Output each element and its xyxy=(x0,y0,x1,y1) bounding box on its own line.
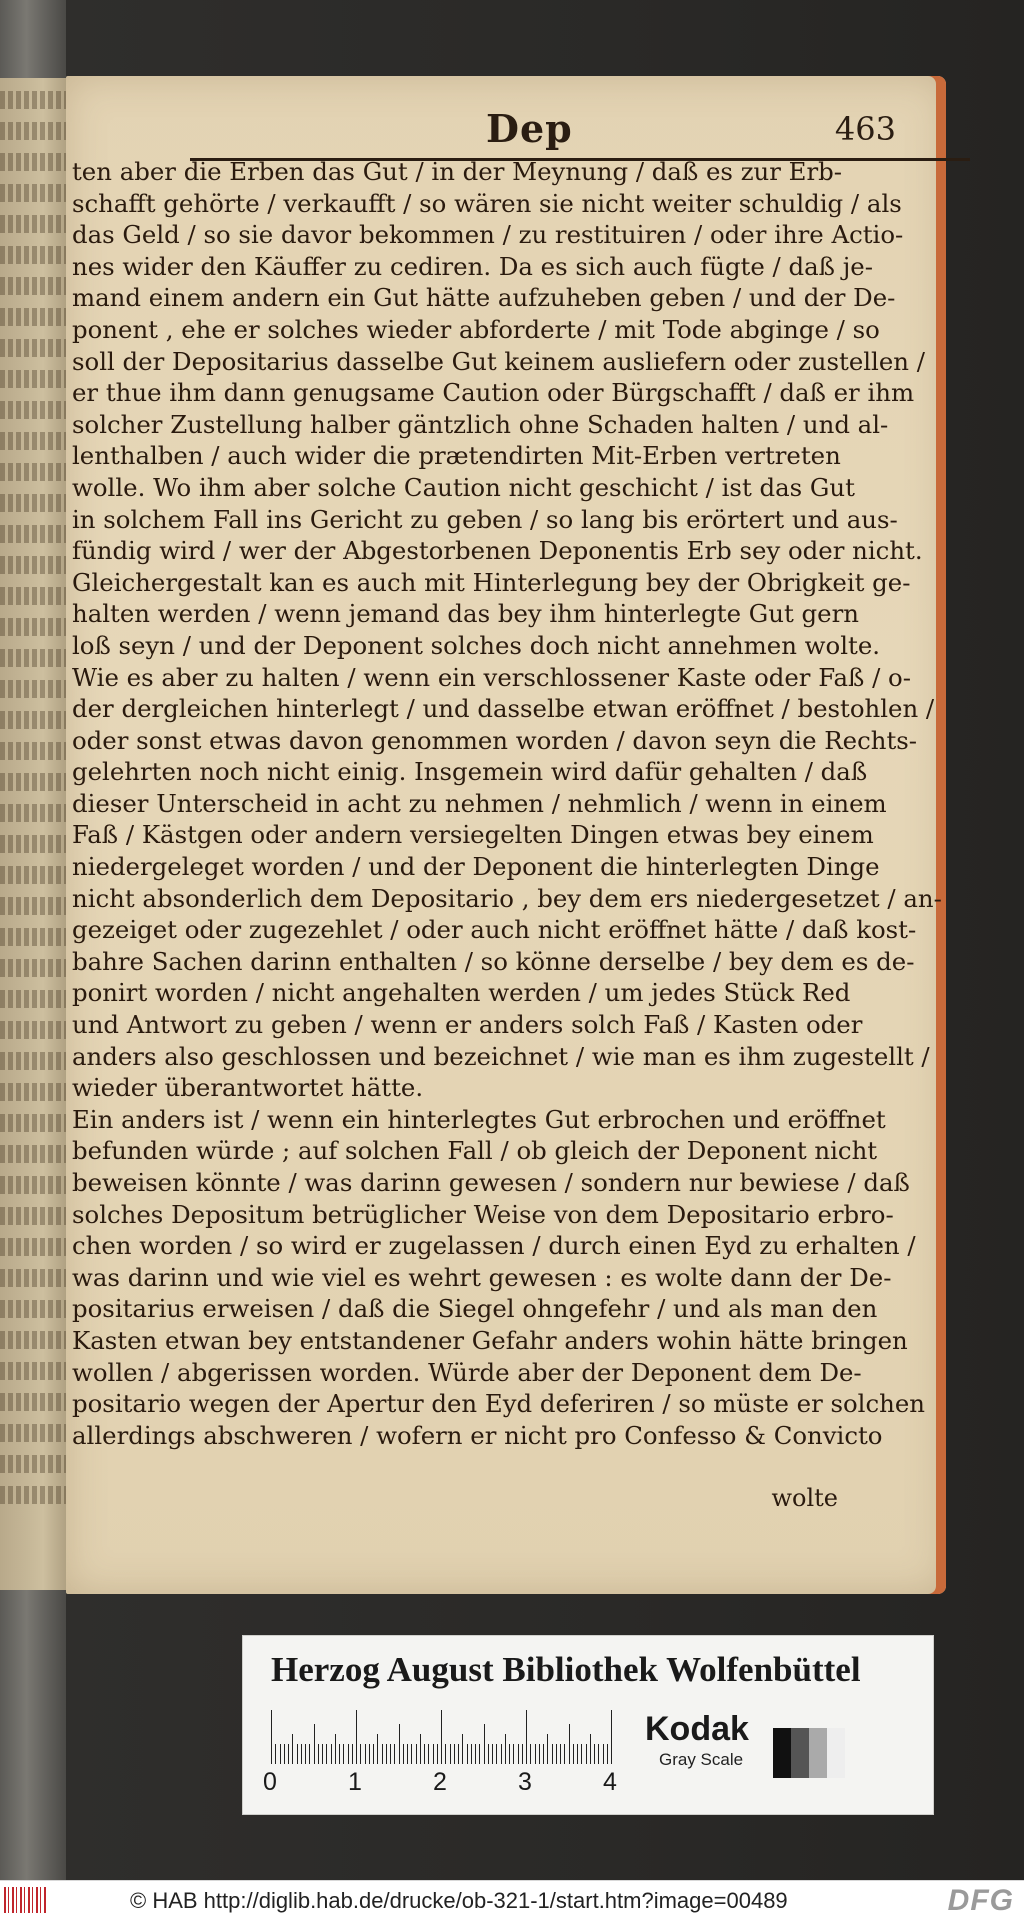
previous-page-line xyxy=(0,525,66,543)
text-line: befunden würde ; auf solchen Fall / ob gleich der Deponent nicht xyxy=(72,1136,878,1166)
ruler-tick xyxy=(335,1734,336,1764)
previous-page-line xyxy=(0,680,66,698)
ruler-tick xyxy=(403,1744,404,1764)
previous-page-line xyxy=(0,804,66,822)
previous-page-line xyxy=(0,711,66,729)
previous-page-line xyxy=(0,246,66,264)
ruler-tick xyxy=(348,1744,349,1764)
ruler-tick xyxy=(309,1744,310,1764)
previous-page-line xyxy=(0,866,66,884)
ruler-tick xyxy=(484,1724,485,1764)
ruler-tick xyxy=(496,1744,497,1764)
text-line: mand einem andern ein Gut hätte aufzuheben geben / und der De- xyxy=(72,283,896,313)
text-line: in solchem Fall ins Gericht zu geben / so lang bis erörtert und aus- xyxy=(72,504,898,534)
ruler-tick xyxy=(390,1744,391,1764)
ruler-number: 0 xyxy=(263,1768,277,1796)
previous-page-line xyxy=(0,1424,66,1442)
previous-page-line xyxy=(0,91,66,109)
ruler-tick xyxy=(492,1744,493,1764)
previous-page-line xyxy=(0,556,66,574)
previous-page-line xyxy=(0,1114,66,1132)
ruler-tick xyxy=(394,1744,395,1764)
ruler-tick xyxy=(479,1744,480,1764)
previous-page-line xyxy=(0,1145,66,1163)
ruler-tick xyxy=(322,1744,323,1764)
previous-page-line xyxy=(0,1052,66,1070)
text-line: nicht absonderlich dem Depositario , bey dem ers niedergesetzet / an- xyxy=(72,883,942,913)
ruler-tick xyxy=(594,1744,595,1764)
copyright-link[interactable]: © HAB http://diglib.hab.de/drucke/ob-321-1/start.htm?image=00489 xyxy=(130,1888,788,1913)
text-line: wolle. Wo ihm aber solche Caution nicht geschicht / ist das Gut xyxy=(72,472,855,502)
ruler-tick xyxy=(318,1744,319,1764)
ruler-tick xyxy=(275,1744,276,1764)
ruler-tick xyxy=(377,1734,378,1764)
previous-page-line xyxy=(0,1455,66,1473)
ruler-tick xyxy=(611,1710,612,1764)
barcode-icon xyxy=(4,1887,46,1913)
ruler-tick xyxy=(513,1744,514,1764)
ruler-tick xyxy=(569,1724,570,1764)
previous-page-line xyxy=(0,1083,66,1101)
ruler-tick xyxy=(343,1744,344,1764)
ruler-number: 1 xyxy=(348,1768,362,1796)
previous-page-line xyxy=(0,1176,66,1194)
swatch-white xyxy=(827,1728,845,1778)
previous-page-line xyxy=(0,990,66,1008)
ruler-tick xyxy=(420,1734,421,1764)
ruler-tick xyxy=(292,1734,293,1764)
ruler-tick xyxy=(284,1744,285,1764)
ruler-tick xyxy=(509,1744,510,1764)
swatch-dark-gray xyxy=(791,1728,809,1778)
ruler-tick xyxy=(271,1710,272,1764)
ruler-scale xyxy=(271,1708,611,1764)
ruler-tick xyxy=(297,1744,298,1764)
ruler-tick xyxy=(382,1744,383,1764)
ruler-tick xyxy=(416,1744,417,1764)
text-line: loß seyn / und der Deponent solches doch nicht annehmen wolte. xyxy=(72,630,881,660)
ruler-tick xyxy=(560,1744,561,1764)
text-line: gezeiget oder zugezehlet / oder auch nicht eröffnet hätte / daß kost- xyxy=(72,915,917,945)
text-line: lenthalben / auch wider die prætendirten Mit-Erben vertreten xyxy=(72,441,841,471)
footer-bar xyxy=(0,1880,1024,1920)
previous-page-line xyxy=(0,1362,66,1380)
ruler-tick xyxy=(288,1744,289,1764)
ruler-tick xyxy=(603,1744,604,1764)
text-line: positarius erweisen / daß die Siegel ohngefehr / und als man den xyxy=(72,1294,878,1324)
previous-page-line xyxy=(0,308,66,326)
text-line: bahre Sachen darinn enthalten / so könne derselbe / bey dem es de- xyxy=(72,946,915,976)
text-line: soll der Depositarius dasselbe Gut keinem ausliefern oder zustellen / xyxy=(72,346,925,376)
ruler-tick xyxy=(586,1744,587,1764)
running-head xyxy=(186,106,896,162)
ruler-tick xyxy=(530,1744,531,1764)
ruler-tick xyxy=(365,1744,366,1764)
ruler-tick xyxy=(373,1744,374,1764)
previous-page-line xyxy=(0,1486,66,1504)
ruler-numbers xyxy=(263,1768,623,1798)
previous-page-line xyxy=(0,401,66,419)
ruler-tick xyxy=(458,1744,459,1764)
text-line: solches Depositum betrüglicher Weise von dem Depositario erbro- xyxy=(72,1199,894,1229)
ruler-tick xyxy=(505,1734,506,1764)
ruler-tick xyxy=(552,1744,553,1764)
text-line: nes wider den Käuffer zu cediren. Da es sich auch fügte / daß je- xyxy=(72,251,873,281)
text-line: niedergeleget worden / und der Deponent die hinterlegten Dinge xyxy=(72,852,880,882)
text-line: Kasten etwan bey entstandener Gefahr anders wohin hätte bringen xyxy=(72,1325,908,1355)
library-name: Herzog August Bibliothek Wolfenbüttel xyxy=(271,1650,861,1689)
previous-page-line xyxy=(0,959,66,977)
ruler-tick xyxy=(556,1744,557,1764)
ruler-tick xyxy=(326,1744,327,1764)
ruler-tick xyxy=(467,1744,468,1764)
ruler-tick xyxy=(399,1724,400,1764)
ruler-tick xyxy=(441,1710,442,1764)
previous-page-line xyxy=(0,463,66,481)
ruler-tick xyxy=(301,1744,302,1764)
ruler-tick xyxy=(445,1744,446,1764)
ruler-tick xyxy=(411,1744,412,1764)
previous-page-line xyxy=(0,773,66,791)
ruler-tick xyxy=(526,1710,527,1764)
ruler-tick xyxy=(577,1744,578,1764)
previous-page-line xyxy=(0,835,66,853)
text-line: dieser Unterscheid in acht zu nehmen / nehmlich / wenn in einem xyxy=(72,788,887,818)
text-line: schafft gehörte / verkaufft / so wären sie nicht weiter schuldig / als xyxy=(72,188,902,218)
ruler-tick xyxy=(352,1744,353,1764)
ruler-tick xyxy=(590,1734,591,1764)
ruler-tick xyxy=(356,1710,357,1764)
text-line: Ein anders ist / wenn ein hinterlegtes Gut erbrochen und eröffnet xyxy=(72,1104,886,1134)
previous-page-line xyxy=(0,742,66,760)
body-text xyxy=(72,156,942,1451)
ruler-tick xyxy=(386,1744,387,1764)
ruler-number: 2 xyxy=(433,1768,447,1796)
text-line: ten aber die Erben das Gut / in der Meynung / daß es zur Erb- xyxy=(72,157,842,186)
ruler-tick xyxy=(573,1744,574,1764)
text-line: ponirt worden / nicht angehalten werden / um jedes Stück Red xyxy=(72,978,851,1008)
ruler-tick xyxy=(564,1744,565,1764)
library-color-card xyxy=(243,1636,933,1814)
ruler-tick xyxy=(314,1724,315,1764)
text-line: chen worden / so wird er zugelassen / durch einen Eyd zu erhalten / xyxy=(72,1231,916,1261)
previous-page-line xyxy=(0,1021,66,1039)
previous-page-line xyxy=(0,649,66,667)
ruler-tick xyxy=(501,1744,502,1764)
previous-page-line xyxy=(0,432,66,450)
catchword: wolte xyxy=(771,1484,838,1512)
text-line: beweisen könnte / was darinn gewesen / sondern nur bewiese / daß xyxy=(72,1168,910,1197)
ruler-tick xyxy=(339,1744,340,1764)
ruler-number: 3 xyxy=(518,1768,532,1796)
ruler-tick xyxy=(598,1744,599,1764)
previous-page-line xyxy=(0,153,66,171)
text-line: wieder überantwortet hätte. xyxy=(72,1073,424,1103)
ruler-tick xyxy=(433,1744,434,1764)
ruler-tick xyxy=(539,1744,540,1764)
text-line: was darinn und wie viel es wehrt gewesen : es wolte dann der De- xyxy=(72,1262,892,1292)
ruler-number: 4 xyxy=(603,1768,617,1796)
text-line: anders also geschlossen und bezeichnet / wie man es ihm zugestellt / xyxy=(72,1041,930,1071)
ruler-tick xyxy=(462,1734,463,1764)
previous-page-line xyxy=(0,587,66,605)
ruler-tick xyxy=(450,1744,451,1764)
book-page xyxy=(66,76,946,1594)
ruler-tick xyxy=(454,1744,455,1764)
ruler-tick xyxy=(475,1744,476,1764)
text-line: fündig wird / wer der Abgestorbenen Deponentis Erb sey oder nicht. xyxy=(72,536,923,566)
previous-page-line xyxy=(0,370,66,388)
swatch-black xyxy=(773,1728,791,1778)
ruler-tick xyxy=(488,1744,489,1764)
text-line: halten werden / wenn jemand das bey ihm hinterlegte Gut gern xyxy=(72,599,859,629)
previous-page-line xyxy=(0,494,66,512)
running-title: Dep xyxy=(486,106,573,151)
ruler-tick xyxy=(543,1744,544,1764)
ruler-tick xyxy=(424,1744,425,1764)
ruler-tick xyxy=(360,1744,361,1764)
previous-page-edge xyxy=(0,78,72,1590)
previous-page-line xyxy=(0,184,66,202)
previous-page-line xyxy=(0,1238,66,1256)
text-line: er thue ihm dann genugsame Caution oder Bürgschafft / daß er ihm xyxy=(72,378,915,408)
previous-page-line xyxy=(0,339,66,357)
ruler-tick xyxy=(471,1744,472,1764)
ruler-tick xyxy=(369,1744,370,1764)
ruler-tick xyxy=(428,1744,429,1764)
previous-page-line xyxy=(0,928,66,946)
gray-swatches xyxy=(773,1728,845,1778)
ruler-tick xyxy=(535,1744,536,1764)
previous-page-line xyxy=(0,1393,66,1411)
previous-page-line xyxy=(0,897,66,915)
ruler-tick xyxy=(331,1744,332,1764)
previous-page-line xyxy=(0,215,66,233)
ruler-tick xyxy=(581,1744,582,1764)
text-line: ponent , ehe er solches wieder abforderte / mit Tode abginge / so xyxy=(72,314,880,344)
text-line: Gleichergestalt kan es auch mit Hinterlegung bey der Obrigkeit ge- xyxy=(72,567,911,597)
page-number: 463 xyxy=(834,110,896,148)
text-line: Wie es aber zu halten / wenn ein verschlossener Kaste oder Faß / o- xyxy=(72,662,911,692)
previous-page-line xyxy=(0,618,66,636)
ruler-tick xyxy=(547,1734,548,1764)
dfg-logo: DFG xyxy=(947,1884,1014,1917)
text-line: oder sonst etwas davon genommen worden / davon seyn die Rechts- xyxy=(72,725,918,755)
previous-page-line xyxy=(0,1207,66,1225)
ruler-tick xyxy=(280,1744,281,1764)
ruler-tick xyxy=(407,1744,408,1764)
ruler-tick xyxy=(305,1744,306,1764)
previous-page-line xyxy=(0,1331,66,1349)
previous-page-line xyxy=(0,277,66,295)
text-line: gelehrten noch nicht einig. Insgemein wird dafür gehalten / daß xyxy=(72,757,868,787)
ruler-tick xyxy=(522,1744,523,1764)
swatch-light-gray xyxy=(809,1728,827,1778)
previous-page-line xyxy=(0,1269,66,1287)
text-line: das Geld / so sie davor bekommen / zu restituiren / oder ihre Actio- xyxy=(72,220,904,250)
text-line: allerdings abschweren / wofern er nicht pro Confesso & Convicto xyxy=(72,1420,883,1450)
text-line: positario wegen der Apertur den Eyd deferiren / so müste er solchen xyxy=(72,1389,925,1419)
previous-page-line xyxy=(0,122,66,140)
previous-page-line xyxy=(0,1300,66,1318)
text-line: der dergleichen hinterlegt / und dasselbe etwan eröffnet / bestohlen / xyxy=(72,694,935,724)
kodak-logo: Kodak xyxy=(645,1710,749,1748)
ruler-tick xyxy=(518,1744,519,1764)
text-line: Faß / Kästgen oder andern versiegelten Dingen etwas bey einem xyxy=(72,820,874,850)
text-line: wollen / abgerissen worden. Würde aber der Deponent dem De- xyxy=(72,1357,862,1387)
ruler-tick xyxy=(437,1744,438,1764)
text-line: und Antwort zu geben / wenn er anders solch Faß / Kasten oder xyxy=(72,1010,863,1040)
ruler-tick xyxy=(607,1744,608,1764)
gray-scale-label: Gray Scale xyxy=(659,1750,744,1769)
text-line: solcher Zustellung halber gäntzlich ohne Schaden halten / und al- xyxy=(72,409,889,439)
